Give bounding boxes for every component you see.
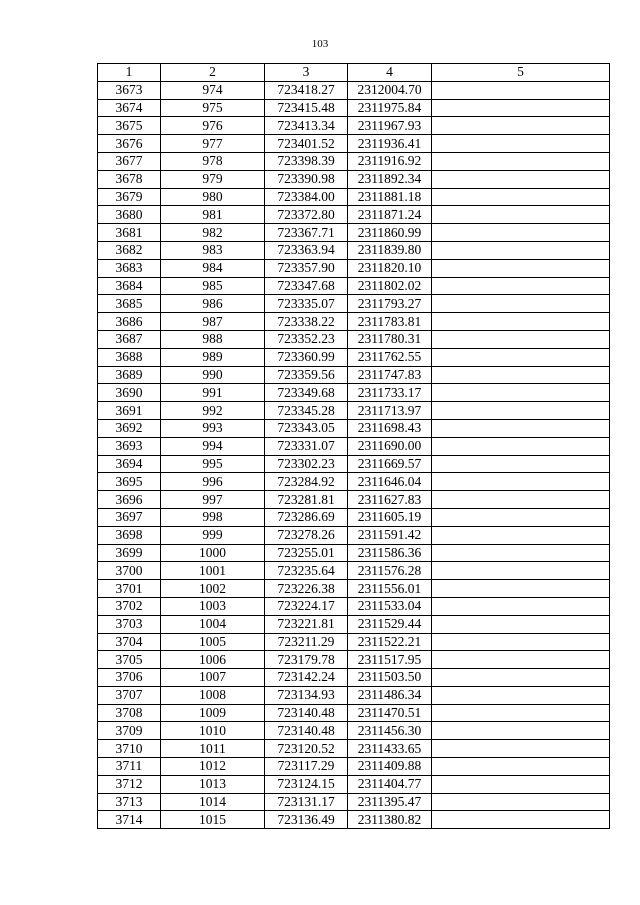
table-row xyxy=(98,544,610,562)
table-cell-col5 xyxy=(432,259,610,277)
table-cell-col4: 2311586.36 xyxy=(348,544,432,562)
table-header-row xyxy=(98,64,610,82)
table-cell-col2: 990 xyxy=(161,366,265,384)
table-cell-col1: 3685 xyxy=(98,295,161,313)
table-cell-col1: 3706 xyxy=(98,669,161,687)
table-cell-col4: 2311820.10 xyxy=(348,259,432,277)
table-cell-col3: 723235.64 xyxy=(265,562,348,580)
table-cell-col1: 3704 xyxy=(98,633,161,651)
table-cell-col1: 3691 xyxy=(98,402,161,420)
table-cell-col3: 723390.98 xyxy=(265,170,348,188)
table-cell-col1: 3680 xyxy=(98,206,161,224)
table-cell-col5 xyxy=(432,366,610,384)
table-cell-col1: 3681 xyxy=(98,224,161,242)
table-row xyxy=(98,81,610,99)
table-cell-col3: 723360.99 xyxy=(265,348,348,366)
table-cell-col1: 3693 xyxy=(98,437,161,455)
table-row xyxy=(98,651,610,669)
table-cell-col3: 723226.38 xyxy=(265,580,348,598)
table-cell-col5 xyxy=(432,669,610,687)
table-cell-col3: 723398.39 xyxy=(265,152,348,170)
table-cell-col4: 2311747.83 xyxy=(348,366,432,384)
table-row xyxy=(98,99,610,117)
table-cell-col3: 723349.68 xyxy=(265,384,348,402)
table-cell-col4: 2311380.82 xyxy=(348,811,432,829)
table-row xyxy=(98,402,610,420)
column-header-3: 3 xyxy=(265,64,348,82)
table-cell-col1: 3694 xyxy=(98,455,161,473)
table-cell-col1: 3677 xyxy=(98,152,161,170)
table-cell-col5 xyxy=(432,740,610,758)
table-cell-col1: 3682 xyxy=(98,241,161,259)
table-cell-col1: 3710 xyxy=(98,740,161,758)
table-cell-col2: 1004 xyxy=(161,615,265,633)
table-row xyxy=(98,686,610,704)
table-row xyxy=(98,366,610,384)
table-cell-col4: 2311669.57 xyxy=(348,455,432,473)
table-row xyxy=(98,793,610,811)
table-cell-col3: 723357.90 xyxy=(265,259,348,277)
table-cell-col1: 3674 xyxy=(98,99,161,117)
table-cell-col5 xyxy=(432,526,610,544)
table-cell-col2: 1000 xyxy=(161,544,265,562)
table-cell-col1: 3699 xyxy=(98,544,161,562)
table-row xyxy=(98,152,610,170)
table-cell-col4: 2311892.34 xyxy=(348,170,432,188)
table-cell-col1: 3687 xyxy=(98,330,161,348)
table-cell-col3: 723286.69 xyxy=(265,508,348,526)
table-cell-col1: 3697 xyxy=(98,508,161,526)
table-cell-col5 xyxy=(432,295,610,313)
table-cell-col4: 2311975.84 xyxy=(348,99,432,117)
column-header-1: 1 xyxy=(98,64,161,82)
table-cell-col2: 980 xyxy=(161,188,265,206)
coordinates-table xyxy=(97,63,610,829)
table-cell-col2: 995 xyxy=(161,455,265,473)
table-row xyxy=(98,277,610,295)
table-cell-col5 xyxy=(432,793,610,811)
table-row xyxy=(98,455,610,473)
table-cell-col1: 3709 xyxy=(98,722,161,740)
table-cell-col5 xyxy=(432,206,610,224)
table-cell-col3: 723418.27 xyxy=(265,81,348,99)
table-cell-col3: 723134.93 xyxy=(265,686,348,704)
table-body xyxy=(98,81,610,828)
table-cell-col1: 3683 xyxy=(98,259,161,277)
table-row xyxy=(98,241,610,259)
table-cell-col4: 2311871.24 xyxy=(348,206,432,224)
table-cell-col5 xyxy=(432,704,610,722)
table-row xyxy=(98,669,610,687)
table-cell-col5 xyxy=(432,402,610,420)
table-cell-col1: 3701 xyxy=(98,580,161,598)
table-cell-col3: 723117.29 xyxy=(265,758,348,776)
table-cell-col3: 723142.24 xyxy=(265,669,348,687)
table-cell-col4: 2311916.92 xyxy=(348,152,432,170)
table-cell-col4: 2311733.17 xyxy=(348,384,432,402)
table-cell-col5 xyxy=(432,686,610,704)
table-cell-col4: 2311793.27 xyxy=(348,295,432,313)
table-cell-col5 xyxy=(432,775,610,793)
table-cell-col1: 3711 xyxy=(98,758,161,776)
table-cell-col3: 723372.80 xyxy=(265,206,348,224)
table-cell-col3: 723255.01 xyxy=(265,544,348,562)
table-row xyxy=(98,580,610,598)
table-cell-col2: 1015 xyxy=(161,811,265,829)
table-cell-col5 xyxy=(432,722,610,740)
table-row xyxy=(98,508,610,526)
table-cell-col5 xyxy=(432,758,610,776)
table-cell-col1: 3686 xyxy=(98,313,161,331)
table-row xyxy=(98,170,610,188)
table-cell-col5 xyxy=(432,348,610,366)
table-row xyxy=(98,206,610,224)
table-cell-col2: 1006 xyxy=(161,651,265,669)
table-row xyxy=(98,597,610,615)
table-cell-col2: 993 xyxy=(161,419,265,437)
table-row xyxy=(98,224,610,242)
table-cell-col5 xyxy=(432,152,610,170)
table-row xyxy=(98,437,610,455)
table-cell-col5 xyxy=(432,117,610,135)
table-cell-col4: 2311698.43 xyxy=(348,419,432,437)
table-cell-col3: 723384.00 xyxy=(265,188,348,206)
table-cell-col3: 723331.07 xyxy=(265,437,348,455)
table-row xyxy=(98,562,610,580)
table-cell-col4: 2311713.97 xyxy=(348,402,432,420)
table-cell-col4: 2311556.01 xyxy=(348,580,432,598)
table-cell-col5 xyxy=(432,277,610,295)
table-cell-col5 xyxy=(432,384,610,402)
table-cell-col3: 723211.29 xyxy=(265,633,348,651)
table-cell-col4: 2311646.04 xyxy=(348,473,432,491)
table-cell-col5 xyxy=(432,580,610,598)
table-cell-col3: 723278.26 xyxy=(265,526,348,544)
table-cell-col5 xyxy=(432,330,610,348)
table-cell-col1: 3692 xyxy=(98,419,161,437)
table-cell-col1: 3679 xyxy=(98,188,161,206)
table-cell-col4: 2311936.41 xyxy=(348,135,432,153)
table-cell-col4: 2311529.44 xyxy=(348,615,432,633)
table-cell-col1: 3708 xyxy=(98,704,161,722)
table-cell-col4: 2311517.95 xyxy=(348,651,432,669)
table-cell-col2: 988 xyxy=(161,330,265,348)
table-row xyxy=(98,775,610,793)
table-cell-col4: 2311522.21 xyxy=(348,633,432,651)
table-cell-col5 xyxy=(432,135,610,153)
table-cell-col5 xyxy=(432,81,610,99)
table-cell-col1: 3690 xyxy=(98,384,161,402)
table-cell-col4: 2311783.81 xyxy=(348,313,432,331)
page-number: 103 xyxy=(311,38,329,50)
table-cell-col3: 723140.48 xyxy=(265,722,348,740)
table-cell-col4: 2311409.88 xyxy=(348,758,432,776)
table-cell-col1: 3695 xyxy=(98,473,161,491)
table-cell-col4: 2311860.99 xyxy=(348,224,432,242)
table-cell-col5 xyxy=(432,562,610,580)
table-cell-col5 xyxy=(432,491,610,509)
table-cell-col3: 723415.48 xyxy=(265,99,348,117)
table-row xyxy=(98,473,610,491)
table-cell-col2: 977 xyxy=(161,135,265,153)
table-cell-col4: 2311762.55 xyxy=(348,348,432,366)
table-cell-col5 xyxy=(432,508,610,526)
table-cell-col2: 1007 xyxy=(161,669,265,687)
table-cell-col3: 723284.92 xyxy=(265,473,348,491)
table-row xyxy=(98,295,610,313)
table-cell-col1: 3676 xyxy=(98,135,161,153)
table-cell-col4: 2311533.04 xyxy=(348,597,432,615)
table-row xyxy=(98,384,610,402)
table-cell-col3: 723136.49 xyxy=(265,811,348,829)
table-cell-col2: 1009 xyxy=(161,704,265,722)
table-cell-col5 xyxy=(432,241,610,259)
table-cell-col2: 992 xyxy=(161,402,265,420)
table-cell-col3: 723345.28 xyxy=(265,402,348,420)
table-row xyxy=(98,135,610,153)
table-cell-col2: 979 xyxy=(161,170,265,188)
table-cell-col4: 2311470.51 xyxy=(348,704,432,722)
table-row xyxy=(98,811,610,829)
table-row xyxy=(98,313,610,331)
table-cell-col4: 2311780.31 xyxy=(348,330,432,348)
table-cell-col4: 2311576.28 xyxy=(348,562,432,580)
table-cell-col3: 723120.52 xyxy=(265,740,348,758)
table-cell-col3: 723347.68 xyxy=(265,277,348,295)
table-row xyxy=(98,704,610,722)
table-row xyxy=(98,117,610,135)
table-cell-col2: 975 xyxy=(161,99,265,117)
table-row xyxy=(98,526,610,544)
table-cell-col5 xyxy=(432,597,610,615)
table-cell-col3: 723367.71 xyxy=(265,224,348,242)
table-cell-col4: 2311802.02 xyxy=(348,277,432,295)
table-cell-col4: 2311591.42 xyxy=(348,526,432,544)
table-cell-col5 xyxy=(432,224,610,242)
table-cell-col2: 1011 xyxy=(161,740,265,758)
table-cell-col3: 723302.23 xyxy=(265,455,348,473)
table-cell-col3: 723281.81 xyxy=(265,491,348,509)
table-cell-col2: 984 xyxy=(161,259,265,277)
table-cell-col2: 996 xyxy=(161,473,265,491)
table-cell-col2: 991 xyxy=(161,384,265,402)
table-row xyxy=(98,348,610,366)
table-cell-col2: 1012 xyxy=(161,758,265,776)
table-row xyxy=(98,758,610,776)
table-cell-col2: 1001 xyxy=(161,562,265,580)
table-cell-col1: 3713 xyxy=(98,793,161,811)
table-cell-col4: 2311395.47 xyxy=(348,793,432,811)
table-cell-col4: 2311690.00 xyxy=(348,437,432,455)
table-cell-col5 xyxy=(432,544,610,562)
column-header-4: 4 xyxy=(348,64,432,82)
table-cell-col5 xyxy=(432,455,610,473)
table-cell-col2: 1002 xyxy=(161,580,265,598)
table-cell-col5 xyxy=(432,633,610,651)
table-row xyxy=(98,740,610,758)
table-cell-col2: 994 xyxy=(161,437,265,455)
table-cell-col4: 2311503.50 xyxy=(348,669,432,687)
table-row xyxy=(98,722,610,740)
table-cell-col2: 987 xyxy=(161,313,265,331)
table-cell-col5 xyxy=(432,188,610,206)
table-cell-col2: 1008 xyxy=(161,686,265,704)
table-row xyxy=(98,633,610,651)
table-cell-col2: 1014 xyxy=(161,793,265,811)
table-cell-col5 xyxy=(432,615,610,633)
table-cell-col4: 2311881.18 xyxy=(348,188,432,206)
table-cell-col3: 723343.05 xyxy=(265,419,348,437)
table-row xyxy=(98,188,610,206)
table-row xyxy=(98,491,610,509)
table-cell-col1: 3705 xyxy=(98,651,161,669)
table-cell-col4: 2311433.65 xyxy=(348,740,432,758)
table-cell-col1: 3696 xyxy=(98,491,161,509)
table-cell-col2: 976 xyxy=(161,117,265,135)
table-cell-col2: 998 xyxy=(161,508,265,526)
table-cell-col5 xyxy=(432,170,610,188)
table-cell-col2: 1013 xyxy=(161,775,265,793)
table-cell-col4: 2311486.34 xyxy=(348,686,432,704)
table-cell-col3: 723124.15 xyxy=(265,775,348,793)
table-cell-col4: 2311839.80 xyxy=(348,241,432,259)
table-row xyxy=(98,615,610,633)
table-cell-col2: 997 xyxy=(161,491,265,509)
table-cell-col2: 986 xyxy=(161,295,265,313)
table-cell-col1: 3712 xyxy=(98,775,161,793)
table-cell-col3: 723359.56 xyxy=(265,366,348,384)
table-cell-col5 xyxy=(432,99,610,117)
table-cell-col2: 978 xyxy=(161,152,265,170)
table-cell-col2: 989 xyxy=(161,348,265,366)
table-cell-col1: 3689 xyxy=(98,366,161,384)
table-cell-col3: 723224.17 xyxy=(265,597,348,615)
table-cell-col3: 723401.52 xyxy=(265,135,348,153)
table-cell-col5 xyxy=(432,651,610,669)
table-cell-col2: 999 xyxy=(161,526,265,544)
table-cell-col3: 723140.48 xyxy=(265,704,348,722)
table-cell-col5 xyxy=(432,419,610,437)
table-cell-col1: 3684 xyxy=(98,277,161,295)
table-cell-col5 xyxy=(432,811,610,829)
table-cell-col3: 723221.81 xyxy=(265,615,348,633)
table-cell-col4: 2311404.77 xyxy=(348,775,432,793)
table-cell-col1: 3673 xyxy=(98,81,161,99)
table-cell-col3: 723335.07 xyxy=(265,295,348,313)
table-cell-col1: 3675 xyxy=(98,117,161,135)
table-cell-col2: 1010 xyxy=(161,722,265,740)
table-cell-col2: 982 xyxy=(161,224,265,242)
table-cell-col1: 3688 xyxy=(98,348,161,366)
table-cell-col4: 2311456.30 xyxy=(348,722,432,740)
table-cell-col4: 2312004.70 xyxy=(348,81,432,99)
table-cell-col4: 2311627.83 xyxy=(348,491,432,509)
table-cell-col3: 723413.34 xyxy=(265,117,348,135)
table-cell-col2: 974 xyxy=(161,81,265,99)
table-cell-col1: 3698 xyxy=(98,526,161,544)
table-cell-col3: 723363.94 xyxy=(265,241,348,259)
table-cell-col4: 2311605.19 xyxy=(348,508,432,526)
table-cell-col2: 983 xyxy=(161,241,265,259)
table-cell-col2: 1003 xyxy=(161,597,265,615)
table-cell-col5 xyxy=(432,437,610,455)
table-row xyxy=(98,330,610,348)
column-header-2: 2 xyxy=(161,64,265,82)
table-cell-col3: 723179.78 xyxy=(265,651,348,669)
table-cell-col5 xyxy=(432,313,610,331)
table-cell-col3: 723131.17 xyxy=(265,793,348,811)
column-header-5: 5 xyxy=(432,64,610,82)
table-cell-col1: 3700 xyxy=(98,562,161,580)
table-row xyxy=(98,419,610,437)
table-cell-col1: 3703 xyxy=(98,615,161,633)
table-cell-col1: 3707 xyxy=(98,686,161,704)
table-cell-col1: 3678 xyxy=(98,170,161,188)
table-cell-col1: 3714 xyxy=(98,811,161,829)
table-row xyxy=(98,259,610,277)
table-cell-col5 xyxy=(432,473,610,491)
table-cell-col3: 723352.23 xyxy=(265,330,348,348)
table-cell-col2: 1005 xyxy=(161,633,265,651)
table-cell-col4: 2311967.93 xyxy=(348,117,432,135)
table-cell-col1: 3702 xyxy=(98,597,161,615)
table-cell-col2: 981 xyxy=(161,206,265,224)
table-cell-col2: 985 xyxy=(161,277,265,295)
table-cell-col3: 723338.22 xyxy=(265,313,348,331)
